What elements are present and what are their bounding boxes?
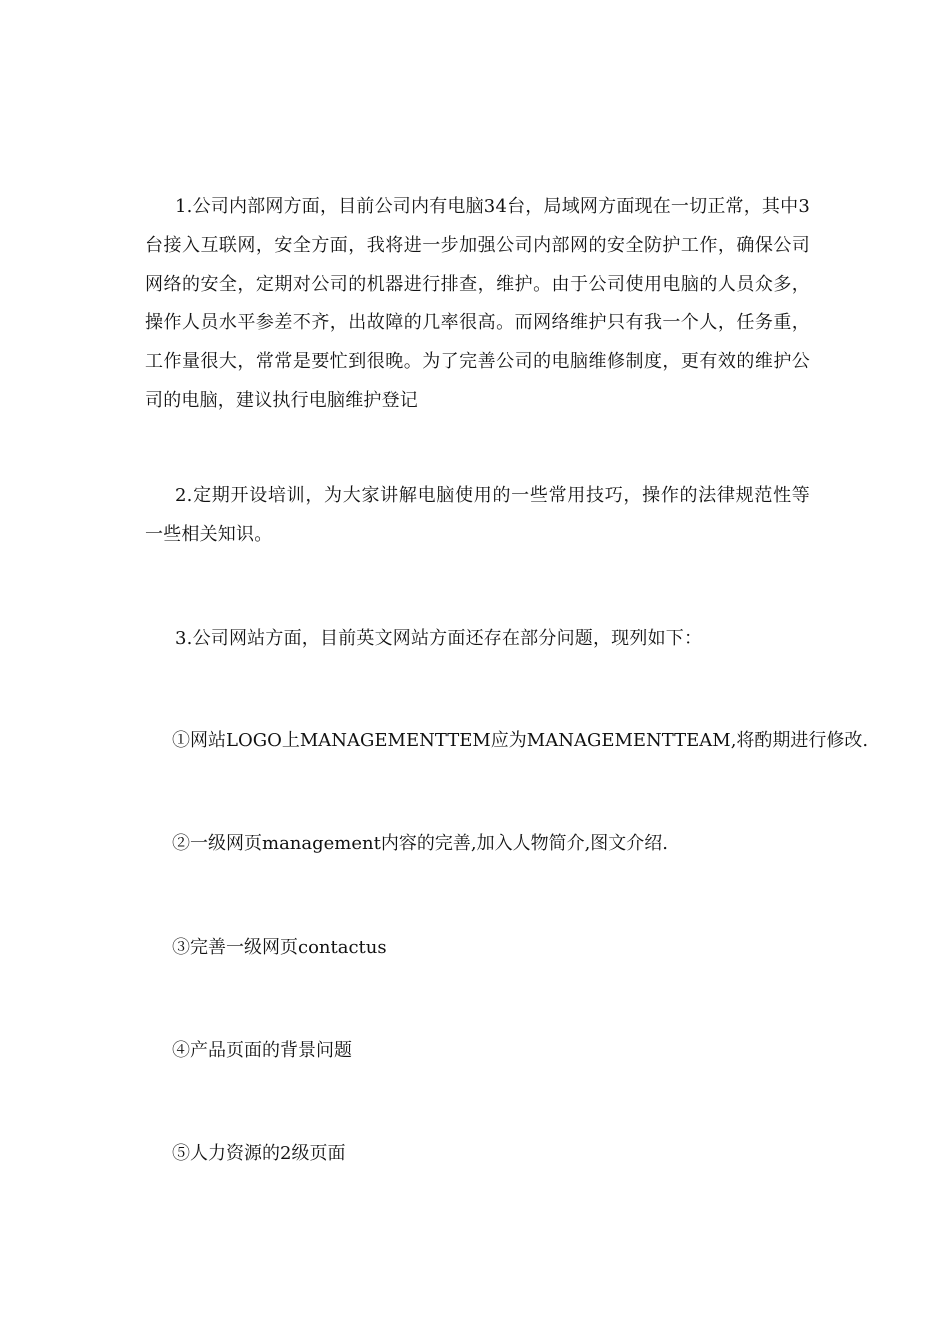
paragraph-website: 3.公司网站方面，目前英文网站方面还存在部分问题，现列如下： — [175, 628, 703, 649]
list-item: ⑤人力资源的2级页面 — [172, 1143, 346, 1164]
list-item: ③完善一级网页contactus — [172, 937, 387, 958]
paragraph-intranet: 1.公司内部网方面，目前公司内有电脑34台，局域网方面现在一切正常，其中3台接入互联网，安全方面，我将进一步加强公司内部网的安全防护工作，确保公司网络的安全，定期对公司的机器进行排查，维护。由于公司使用电脑的人员众多，操作人员水平参差不齐，出故障的几率很高。而网络维护只有我一个人，任务重，工作量很大，常常是要忙到很晚。为了完善公司的电脑维修制度，更有效的维护公司的电脑，建议执行电脑维护登记 — [145, 196, 810, 411]
list-item: ④产品页面的背景问题 — [172, 1040, 352, 1061]
list-item: ①网站LOGO上MANAGEMENTTEM应为MANAGEMENTTEAM,将酌期进行修改. — [172, 730, 869, 751]
paragraph-training: 2.定期开设培训，为大家讲解电脑使用的一些常用技巧，操作的法律规范性等一些相关知识。 — [145, 485, 810, 545]
list-item: ②一级网页management内容的完善,加入人物简介,图文介绍. — [172, 833, 669, 854]
